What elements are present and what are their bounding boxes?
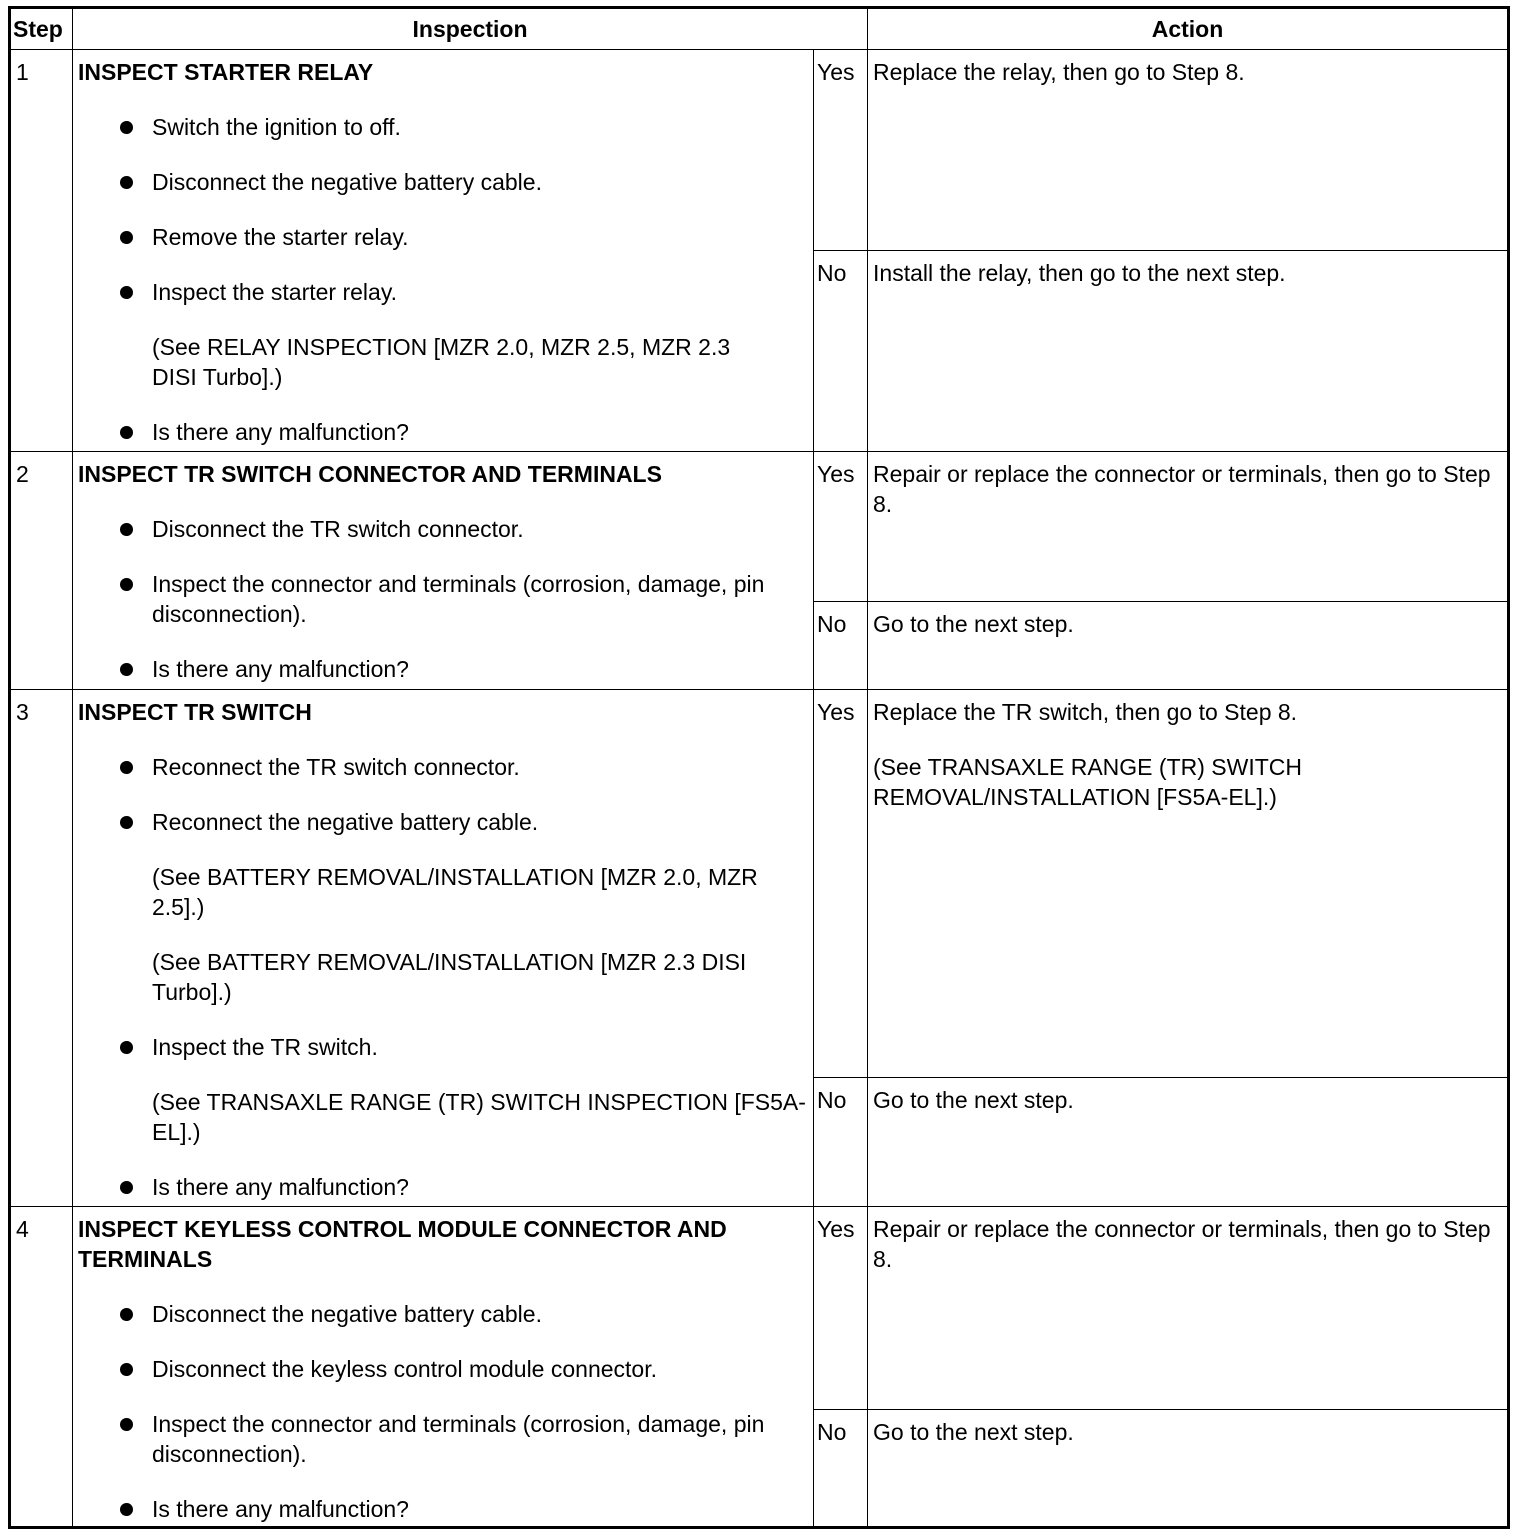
table-row bbox=[10, 50, 1509, 251]
bullet-icon bbox=[120, 1418, 133, 1431]
bullet-icon bbox=[120, 121, 133, 134]
answer-yes: Yes bbox=[814, 1207, 868, 1410]
action-no: Go to the next step. bbox=[868, 1410, 1509, 1528]
bullet-icon bbox=[120, 761, 133, 774]
answer-yes: Yes bbox=[814, 452, 868, 602]
diagnostic-table bbox=[8, 6, 1510, 1529]
action-no: Go to the next step. bbox=[868, 602, 1509, 690]
list-item: Switch the ignition to off. bbox=[78, 112, 808, 142]
list-item: Inspect the connector and terminals (corrosion, damage, pin disconnection). bbox=[78, 569, 808, 629]
answer-yes: Yes bbox=[814, 50, 868, 251]
header-inspection: Inspection bbox=[73, 8, 868, 50]
inspection-title: INSPECT TR SWITCH bbox=[78, 699, 312, 725]
bullet-icon bbox=[120, 426, 133, 439]
list-item: Reconnect the TR switch connector. bbox=[78, 752, 808, 782]
bullet-icon bbox=[120, 1041, 133, 1054]
list-item: Disconnect the keyless control module connector. bbox=[78, 1354, 808, 1384]
list-item: Inspect the connector and terminals (corrosion, damage, pin disconnection). bbox=[78, 1409, 808, 1469]
inspection-title: INSPECT STARTER RELAY bbox=[78, 59, 374, 85]
list-item: Is there any malfunction? bbox=[78, 417, 808, 447]
list-item: Inspect the TR switch. bbox=[78, 1032, 808, 1062]
bullet-icon bbox=[120, 578, 133, 591]
bullet-icon bbox=[120, 286, 133, 299]
reference-note: (See RELAY INSPECTION [MZR 2.0, MZR 2.5, MZR 2.3 DISI Turbo].) bbox=[152, 334, 731, 390]
list-item: Disconnect the negative battery cable. bbox=[78, 167, 808, 197]
answer-no: No bbox=[814, 1410, 868, 1528]
action-yes: Replace the relay, then go to Step 8. bbox=[868, 50, 1509, 251]
bullet-icon bbox=[120, 523, 133, 536]
reference-note: (See BATTERY REMOVAL/INSTALLATION [MZR 2.0, MZR 2.5].) bbox=[152, 864, 758, 920]
list-item: Is there any malfunction? bbox=[78, 1172, 808, 1202]
bullet-icon bbox=[120, 1308, 133, 1321]
inspection-title: INSPECT TR SWITCH CONNECTOR AND TERMINALS bbox=[78, 461, 662, 487]
inspection-cell bbox=[73, 50, 814, 452]
bullet-icon bbox=[120, 176, 133, 189]
action-yes: Replace the TR switch, then go to Step 8. (See TRANSAXLE RANGE (TR) SWITCH REMOVAL/INSTALLATION [FS5A-EL].) bbox=[868, 690, 1509, 1078]
action-yes: Repair or replace the connector or terminals, then go to Step 8. bbox=[868, 1207, 1509, 1410]
bullet-icon bbox=[120, 1363, 133, 1376]
bullet-icon bbox=[120, 1181, 133, 1194]
troubleshooting-page bbox=[8, 6, 1510, 1529]
list-item: Inspect the starter relay. bbox=[78, 277, 808, 307]
table-row bbox=[10, 1207, 1509, 1410]
reference-note: (See BATTERY REMOVAL/INSTALLATION [MZR 2.3 DISI Turbo].) bbox=[152, 949, 747, 1005]
step-number: 2 bbox=[10, 452, 73, 690]
table-row bbox=[10, 690, 1509, 1078]
answer-no: No bbox=[814, 1078, 868, 1207]
inspection-cell bbox=[73, 452, 814, 690]
step-number: 3 bbox=[10, 690, 73, 1207]
action-no: Go to the next step. bbox=[868, 1078, 1509, 1207]
bullet-icon bbox=[120, 816, 133, 829]
step-number: 4 bbox=[10, 1207, 73, 1528]
list-item: Is there any malfunction? bbox=[78, 1494, 808, 1524]
inspection-title: INSPECT KEYLESS CONTROL MODULE CONNECTOR AND TERMINALS bbox=[78, 1216, 727, 1272]
table-row bbox=[10, 452, 1509, 602]
list-item: Reconnect the negative battery cable. bbox=[78, 807, 808, 837]
answer-yes: Yes bbox=[814, 690, 868, 1078]
table-header-row bbox=[10, 8, 1509, 50]
reference-note: (See TRANSAXLE RANGE (TR) SWITCH INSPECTION [FS5A-EL].) bbox=[152, 1089, 806, 1145]
bullet-icon bbox=[120, 231, 133, 244]
answer-no: No bbox=[814, 602, 868, 690]
step-number: 1 bbox=[10, 50, 73, 452]
header-step: Step bbox=[10, 8, 73, 50]
header-action: Action bbox=[868, 8, 1509, 50]
list-item: Disconnect the TR switch connector. bbox=[78, 514, 808, 544]
list-item: Disconnect the negative battery cable. bbox=[78, 1299, 808, 1329]
bullet-icon bbox=[120, 663, 133, 676]
action-no: Install the relay, then go to the next step. bbox=[868, 251, 1509, 452]
bullet-icon bbox=[120, 1503, 133, 1516]
action-yes: Repair or replace the connector or terminals, then go to Step 8. bbox=[868, 452, 1509, 602]
answer-no: No bbox=[814, 251, 868, 452]
list-item: Remove the starter relay. bbox=[78, 222, 808, 252]
inspection-cell bbox=[73, 1207, 814, 1528]
list-item: Is there any malfunction? bbox=[78, 654, 808, 684]
inspection-cell bbox=[73, 690, 814, 1207]
